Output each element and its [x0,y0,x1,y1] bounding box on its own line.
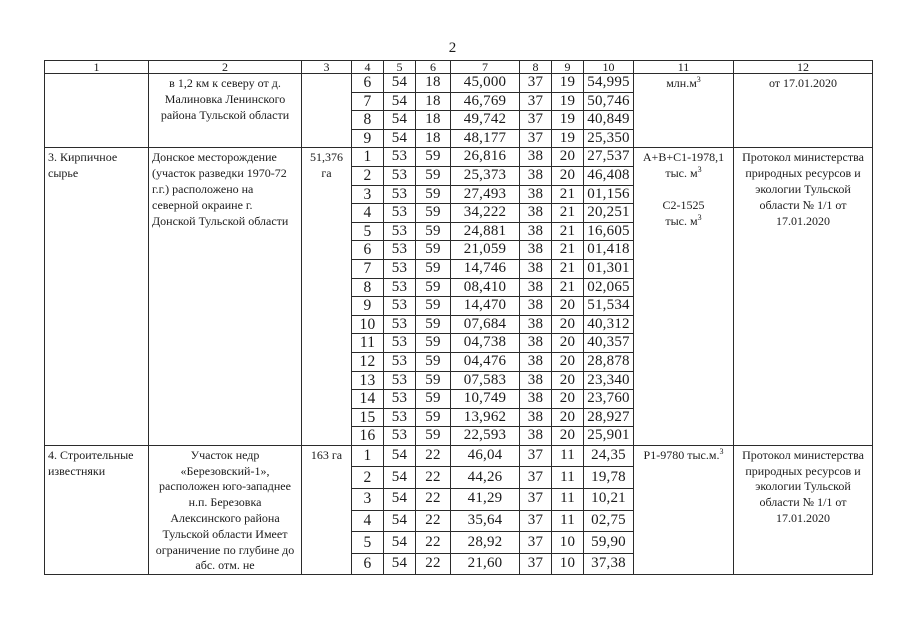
point-number: 13 [352,371,384,390]
point-number: 2 [352,166,384,185]
lon-deg: 37 [520,553,552,575]
lat-sec: 07,684 [451,315,520,334]
lat-deg: 54 [384,510,416,532]
lat-deg: 53 [384,185,416,204]
lat-min: 59 [416,259,451,278]
lat-sec: 46,769 [451,92,520,111]
header-cell-7: 7 [451,61,520,74]
lat-deg: 53 [384,408,416,427]
point-number: 12 [352,352,384,371]
lat-deg: 53 [384,427,416,446]
lon-min: 20 [552,390,584,409]
coordinates-table [44,60,873,575]
point-number: 6 [352,241,384,260]
lon-min: 20 [552,148,584,167]
point-number: 4 [352,510,384,532]
lon-min: 11 [552,510,584,532]
lat-deg: 53 [384,390,416,409]
lat-min: 59 [416,427,451,446]
lon-sec: 20,251 [584,204,634,223]
deposit-area: 51,376 га [302,148,352,446]
lat-min: 18 [416,129,451,148]
lon-sec: 28,927 [584,408,634,427]
lat-sec: 21,60 [451,553,520,575]
lon-sec: 02,75 [584,510,634,532]
point-number: 14 [352,390,384,409]
table-row [45,74,873,93]
point-number: 9 [352,297,384,316]
lon-min: 10 [552,553,584,575]
lon-sec: 19,78 [584,467,634,489]
lon-min: 10 [552,532,584,554]
lat-sec: 34,222 [451,204,520,223]
lat-min: 59 [416,204,451,223]
lat-min: 22 [416,489,451,511]
lon-deg: 37 [520,92,552,111]
lat-min: 59 [416,315,451,334]
lon-sec: 51,534 [584,297,634,316]
lat-sec: 44,26 [451,467,520,489]
lon-min: 21 [552,204,584,223]
lat-deg: 53 [384,204,416,223]
lon-deg: 38 [520,390,552,409]
lon-deg: 38 [520,334,552,353]
table-row [45,148,873,167]
table-row [45,445,873,467]
lat-deg: 53 [384,297,416,316]
lat-sec: 22,593 [451,427,520,446]
lon-sec: 37,38 [584,553,634,575]
lat-sec: 21,059 [451,241,520,260]
lon-sec: 01,156 [584,185,634,204]
lon-deg: 38 [520,408,552,427]
lat-deg: 54 [384,489,416,511]
point-number: 3 [352,489,384,511]
lat-sec: 46,04 [451,445,520,467]
reserves-line-1: А+В+С1-1978,1 [642,150,725,165]
deposit-protocol: Протокол министерства природных ресурсов и экологии Тульской области № 1/1 от 17.01.2020 [734,148,873,446]
header-cell-8: 8 [520,61,552,74]
reserves-line-2-sup: 3 [697,165,702,175]
lat-sec: 14,746 [451,259,520,278]
lon-min: 11 [552,467,584,489]
header-cell-12: 12 [734,61,873,74]
lon-min: 20 [552,166,584,185]
deposit-reserves [634,74,734,148]
lat-min: 22 [416,445,451,467]
point-number: 1 [352,148,384,167]
lat-sec: 14,470 [451,297,520,316]
lon-sec: 40,357 [584,334,634,353]
lat-deg: 54 [384,111,416,130]
reserves-unit-sup: 3 [696,75,701,84]
lon-min: 19 [552,129,584,148]
reserves-unit-sup: 3 [719,446,724,456]
lon-sec: 01,418 [584,241,634,260]
reserves-line-2: тыс. м [665,166,698,181]
point-number: 7 [352,259,384,278]
lon-sec: 28,878 [584,352,634,371]
lon-sec: 27,537 [584,148,634,167]
lon-sec: 10,21 [584,489,634,511]
header-cell-2: 2 [149,61,302,74]
lat-deg: 54 [384,129,416,148]
header-cell-4: 4 [352,61,384,74]
deposit-protocol: Протокол министерства природных ресурсов и экологии Тульской области № 1/1 от 17.01.2020 [734,445,873,574]
deposit-protocol: от 17.01.2020 [734,74,873,148]
lon-min: 21 [552,278,584,297]
page-number: 2 [448,40,457,56]
lon-sec: 02,065 [584,278,634,297]
lat-min: 22 [416,467,451,489]
lon-sec: 46,408 [584,166,634,185]
point-number: 16 [352,427,384,446]
lon-deg: 38 [520,204,552,223]
lon-deg: 38 [520,166,552,185]
lon-deg: 38 [520,427,552,446]
point-number: 15 [352,408,384,427]
lat-deg: 53 [384,334,416,353]
lon-deg: 37 [520,445,552,467]
lon-min: 21 [552,222,584,241]
lat-deg: 53 [384,315,416,334]
lon-sec: 24,35 [584,445,634,467]
header-cell-5: 5 [384,61,416,74]
lon-sec: 40,312 [584,315,634,334]
lat-deg: 53 [384,166,416,185]
lon-min: 20 [552,352,584,371]
lon-deg: 37 [520,467,552,489]
deposit-name [45,74,149,148]
lat-sec: 28,92 [451,532,520,554]
lon-deg: 38 [520,371,552,390]
point-number: 3 [352,185,384,204]
lat-sec: 35,64 [451,510,520,532]
lon-min: 20 [552,334,584,353]
lon-deg: 38 [520,315,552,334]
lon-min: 20 [552,297,584,316]
point-number: 4 [352,204,384,223]
deposit-description: Участок недр «Березовский-1», расположен юго-западнее н.п. Березовка Алексинского района Тульской области Имеет ограничение по глубине до абс. отм. не [149,445,302,574]
lat-sec: 10,749 [451,390,520,409]
deposit-description: Донское месторождение (участок разведки 1970-72 г.г.) расположено на северной окраине г. Донской Тульской области [149,148,302,446]
point-number: 6 [352,74,384,93]
lat-sec: 27,493 [451,185,520,204]
lon-sec: 50,746 [584,92,634,111]
lat-sec: 25,373 [451,166,520,185]
header-cell-1: 1 [45,61,149,74]
lon-min: 19 [552,111,584,130]
point-number: 8 [352,278,384,297]
point-number: 10 [352,315,384,334]
lat-min: 59 [416,222,451,241]
point-number: 5 [352,532,384,554]
point-number: 1 [352,445,384,467]
lat-min: 22 [416,553,451,575]
lon-deg: 38 [520,185,552,204]
lat-deg: 54 [384,92,416,111]
reserves-unit: Р1-9780 тыс.м. [643,447,720,462]
lon-sec: 16,605 [584,222,634,241]
lat-sec: 49,742 [451,111,520,130]
lat-sec: 48,177 [451,129,520,148]
point-number: 5 [352,222,384,241]
deposit-reserves [634,445,734,574]
lon-deg: 38 [520,241,552,260]
lat-min: 18 [416,92,451,111]
lat-min: 59 [416,185,451,204]
lat-sec: 41,29 [451,489,520,511]
lat-min: 59 [416,241,451,260]
lat-min: 59 [416,278,451,297]
lon-sec: 25,901 [584,427,634,446]
deposit-name: 4. Строительные известняки [45,445,149,574]
lat-deg: 53 [384,241,416,260]
lon-deg: 37 [520,74,552,93]
lon-deg: 38 [520,352,552,371]
lon-min: 20 [552,408,584,427]
lat-min: 59 [416,148,451,167]
lon-deg: 38 [520,297,552,316]
lon-deg: 37 [520,489,552,511]
deposit-description: в 1,2 км к северу от д. Малиновка Ленинского района Тульской области [149,74,302,148]
header-cell-6: 6 [416,61,451,74]
lon-deg: 38 [520,148,552,167]
lat-min: 59 [416,166,451,185]
lat-deg: 54 [384,74,416,93]
lat-deg: 53 [384,278,416,297]
lat-deg: 54 [384,553,416,575]
lat-sec: 26,816 [451,148,520,167]
lon-sec: 54,995 [584,74,634,93]
lat-min: 22 [416,510,451,532]
deposit-area: 163 га [302,445,352,574]
lat-min: 22 [416,532,451,554]
lon-min: 19 [552,74,584,93]
lon-min: 11 [552,489,584,511]
deposit-reserves [634,148,734,446]
header-cell-9: 9 [552,61,584,74]
lon-sec: 01,301 [584,259,634,278]
lat-sec: 24,881 [451,222,520,241]
reserves-line-4: тыс. м [665,213,698,228]
point-number: 9 [352,129,384,148]
reserves-line-4-sup: 3 [697,212,702,222]
deposit-name: 3. Кирпичное сырье [45,148,149,446]
lat-min: 59 [416,371,451,390]
header-cell-10: 10 [584,61,634,74]
lat-deg: 53 [384,371,416,390]
point-number: 6 [352,553,384,575]
lon-min: 11 [552,445,584,467]
lon-deg: 38 [520,259,552,278]
lon-sec: 23,340 [584,371,634,390]
lat-min: 59 [416,352,451,371]
lon-sec: 40,849 [584,111,634,130]
point-number: 2 [352,467,384,489]
lon-min: 21 [552,185,584,204]
point-number: 7 [352,92,384,111]
point-number: 8 [352,111,384,130]
lat-sec: 08,410 [451,278,520,297]
lat-deg: 54 [384,445,416,467]
lat-sec: 45,000 [451,74,520,93]
lat-deg: 53 [384,259,416,278]
deposit-area [302,74,352,148]
lat-deg: 53 [384,148,416,167]
reserves-line-3: С2-1525 [662,197,705,212]
lon-deg: 38 [520,278,552,297]
header-row [45,61,873,74]
point-number: 11 [352,334,384,353]
lon-deg: 37 [520,532,552,554]
lat-min: 59 [416,297,451,316]
lon-min: 20 [552,427,584,446]
lat-min: 18 [416,74,451,93]
lon-min: 20 [552,371,584,390]
lat-deg: 54 [384,467,416,489]
lat-min: 59 [416,408,451,427]
lat-min: 18 [416,111,451,130]
lat-min: 59 [416,334,451,353]
lat-sec: 13,962 [451,408,520,427]
lon-deg: 37 [520,510,552,532]
lon-min: 20 [552,315,584,334]
lon-deg: 37 [520,129,552,148]
lon-min: 21 [552,259,584,278]
lon-min: 19 [552,92,584,111]
lat-deg: 54 [384,532,416,554]
lat-min: 59 [416,390,451,409]
header-cell-3: 3 [302,61,352,74]
lon-sec: 25,350 [584,129,634,148]
header-cell-11: 11 [634,61,734,74]
lon-deg: 38 [520,222,552,241]
lat-sec: 07,583 [451,371,520,390]
lat-sec: 04,738 [451,334,520,353]
reserves-unit: млн.м [666,76,697,90]
lon-sec: 59,90 [584,532,634,554]
lat-sec: 04,476 [451,352,520,371]
lon-deg: 37 [520,111,552,130]
lat-deg: 53 [384,352,416,371]
lat-deg: 53 [384,222,416,241]
lon-sec: 23,760 [584,390,634,409]
lon-min: 21 [552,241,584,260]
